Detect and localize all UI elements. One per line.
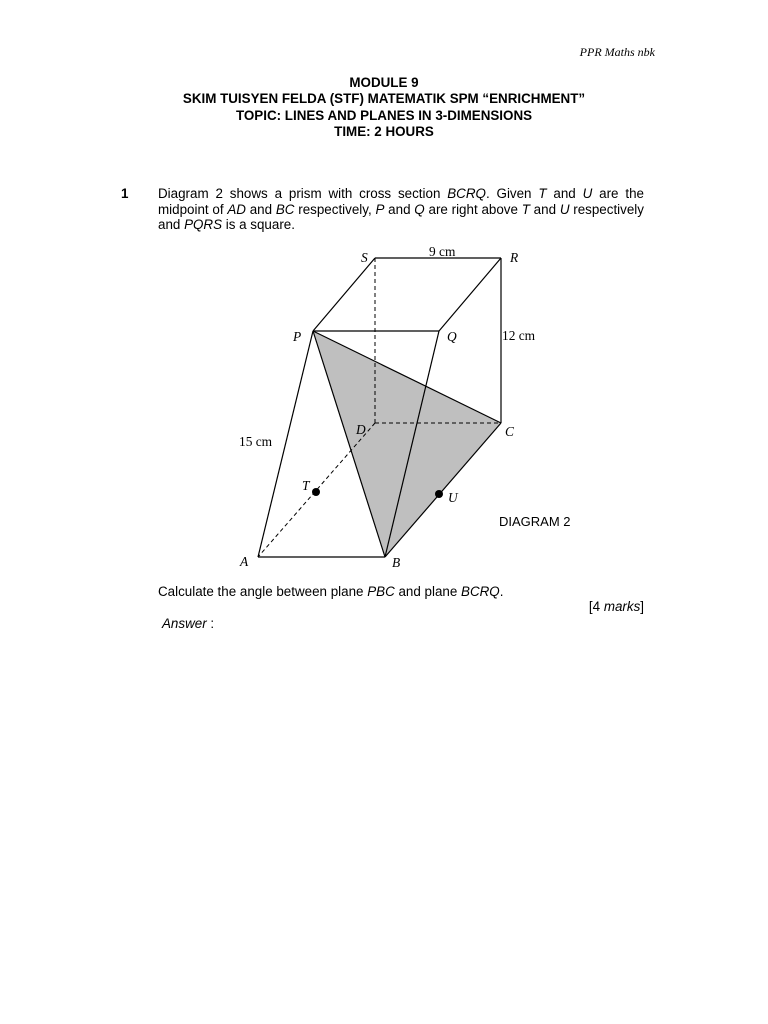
question-prompt: Calculate the angle between plane PBC and plane BCRQ. [158,584,504,599]
program-title: SKIM TUISYEN FELDA (STF) MATEMATIK SPM “ENRICHMENT” [182,91,586,107]
label-b: B [392,555,401,570]
label-t: T [302,478,310,493]
label-a: A [240,554,249,569]
marks-allocation: [4 marks] [588,599,644,614]
question-text: Diagram 2 shows a prism with cross section BCRQ. Given T and U are the midpoint of AD and BC respectively, P and Q are right above T and U respectively and PQRS is a square. [158,186,644,233]
plane-pbc-shading [313,331,501,557]
measure-sr: 9 cm [429,244,456,259]
edge-sp [313,258,375,331]
module-title: MODULE 9 [349,75,419,90]
label-p: P [293,329,302,344]
measure-rc: 12 cm [502,328,536,343]
question-number: 1 [121,186,129,201]
header-ppr-maths: PPR Maths nbk [579,45,655,59]
label-q: Q [447,329,457,344]
point-t-dot [312,488,320,496]
diagram-caption: DIAGRAM 2 [499,514,571,529]
label-u: U [448,490,458,505]
label-d: D [356,422,366,437]
label-s: S [361,250,368,265]
measure-pa: 15 cm [239,434,273,449]
label-c: C [505,424,514,439]
answer-label: Answer : [162,616,215,631]
topic-title: TOPIC: LINES AND PLANES IN 3-DIMENSIONS [235,107,533,123]
point-u-dot [435,490,443,498]
time-title: TIME: 2 HOURS [334,124,434,140]
label-r: R [510,250,519,265]
edge-rq [439,258,501,331]
